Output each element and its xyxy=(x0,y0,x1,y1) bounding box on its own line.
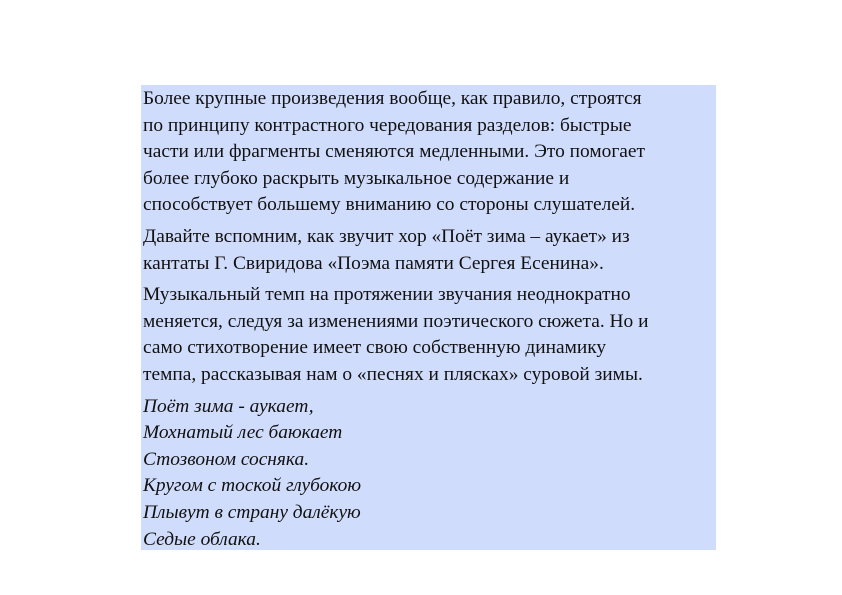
text-line: кантаты Г. Свиридова «Поэма памяти Сергея Есенина». xyxy=(143,252,604,274)
poem-line: Седые облака. xyxy=(143,528,261,550)
text-line: способствует большему вниманию со стороны слушателей. xyxy=(143,194,636,216)
text-line: Более крупные произведения вообще, как правило, строятся xyxy=(143,88,642,109)
paragraph-recall xyxy=(143,224,716,277)
poem-line: Стозвоном сосняка. xyxy=(143,448,310,470)
poem-line: Поёт зима - аукает, xyxy=(143,395,314,417)
text-line: по принципу контрастного чередования разделов: быстрые xyxy=(143,114,632,136)
paragraph-tempo xyxy=(143,282,716,388)
poem-line: Мохнатый лес баюкает xyxy=(143,422,343,444)
text-line: темпа, рассказывая нам о «песнях и плясках» суровой зимы. xyxy=(143,363,643,385)
poem-line: Кругом с тоской глубокою xyxy=(143,475,362,497)
poem-excerpt xyxy=(143,394,716,550)
text-line: Музыкальный темп на протяжении звучания неоднократно xyxy=(143,284,631,306)
text-line: Давайте вспомним, как звучит хор «Поёт зима – аукает» из xyxy=(143,225,630,247)
slide-text-block xyxy=(141,85,716,550)
text-line: само стихотворение имеет свою собственную динамику xyxy=(143,337,607,359)
poem-line: Плывут в страну далёкую xyxy=(143,501,361,523)
text-line: части или фрагменты сменяются медленными. Это помогает xyxy=(143,141,645,163)
text-line: меняется, следуя за изменениями поэтического сюжета. Но и xyxy=(143,310,649,332)
text-line: более глубоко раскрыть музыкальное содержание и xyxy=(143,167,570,189)
paragraph-intro xyxy=(143,86,716,219)
